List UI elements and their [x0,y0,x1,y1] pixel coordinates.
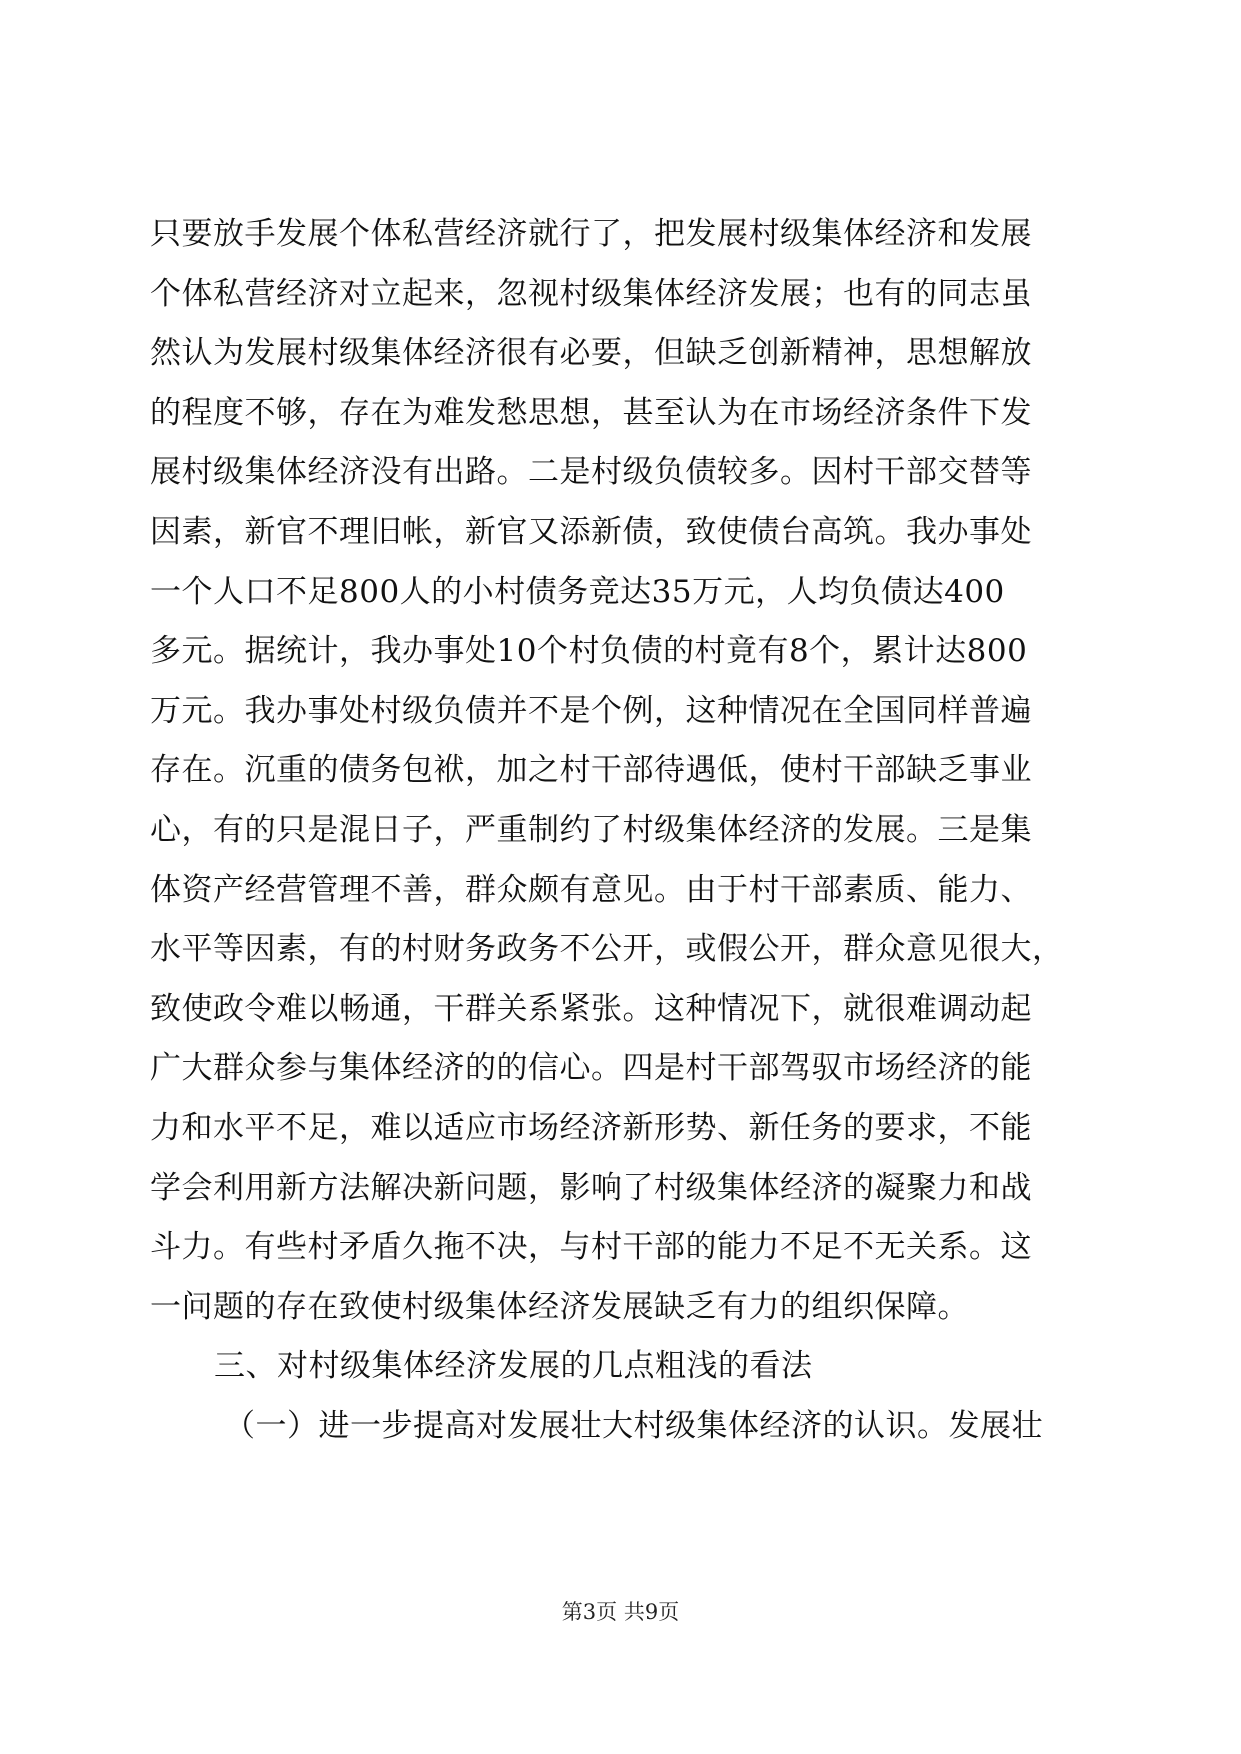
text-line: 学会利用新方法解决新问题，影响了村级集体经济的凝聚力和战 [150,1169,1032,1206]
section-heading: 三、对村级集体经济发展的几点粗浅的看法 [214,1348,813,1385]
text-line: 的程度不够，存在为难发愁思想，甚至认为在市场经济条件下发 [150,394,1032,431]
text-line: 广大群众参与集体经济的的信心。四是村干部驾驭市场经济的能 [150,1050,1032,1087]
text-line: 一个人口不足800人的小村债务竞达35万元，人均负债达400 [150,573,1005,610]
text-line: 一问题的存在致使村级集体经济发展缺乏有力的组织保障。 [150,1288,969,1325]
text-line: 致使政令难以畅通，干群关系紧张。这种情况下，就很难调动起 [150,990,1032,1027]
text-line: 个体私营经济对立起来，忽视村级集体经济发展；也有的同志虽 [150,275,1032,312]
body-text [150,205,1090,1456]
text-line: 展村级集体经济没有出路。二是村级负债较多。因村干部交替等 [150,454,1032,491]
subsection-start: （一）进一步提高对发展壮大村级集体经济的认识。发展壮 [224,1407,1043,1444]
text-line: 体资产经营管理不善，群众颇有意见。由于村干部素质、能力、 [150,871,1032,908]
text-line: 只要放手发展个体私营经济就行了，把发展村级集体经济和发展 [150,216,1032,252]
text-line: 斗力。有些村矛盾久拖不决，与村干部的能力不足不无关系。这 [150,1229,1032,1266]
text-line: 心，有的只是混日子，严重制约了村级集体经济的发展。三是集 [150,811,1032,848]
text-line: 然认为发展村级集体经济很有必要，但缺乏创新精神，思想解放 [150,335,1032,372]
text-line: 存在。沉重的债务包袱，加之村干部待遇低，使村干部缺乏事业 [150,752,1032,789]
page-footer: 第3页 共9页 [561,1600,680,1624]
text-line: 万元。我办事处村级负债并不是个例，这种情况在全国同样普遍 [150,692,1032,729]
text-line: 多元。据统计，我办事处10个村负债的村竟有8个，累计达800 [150,633,1028,670]
text-line: 因素，新官不理旧帐，新官又添新债，致使债台高筑。我办事处 [150,513,1032,550]
text-line: 水平等因素，有的村财务政务不公开，或假公开，群众意见很大， [150,931,1064,968]
text-line: 力和水平不足，难以适应市场经济新形势、新任务的要求，不能 [150,1109,1032,1146]
